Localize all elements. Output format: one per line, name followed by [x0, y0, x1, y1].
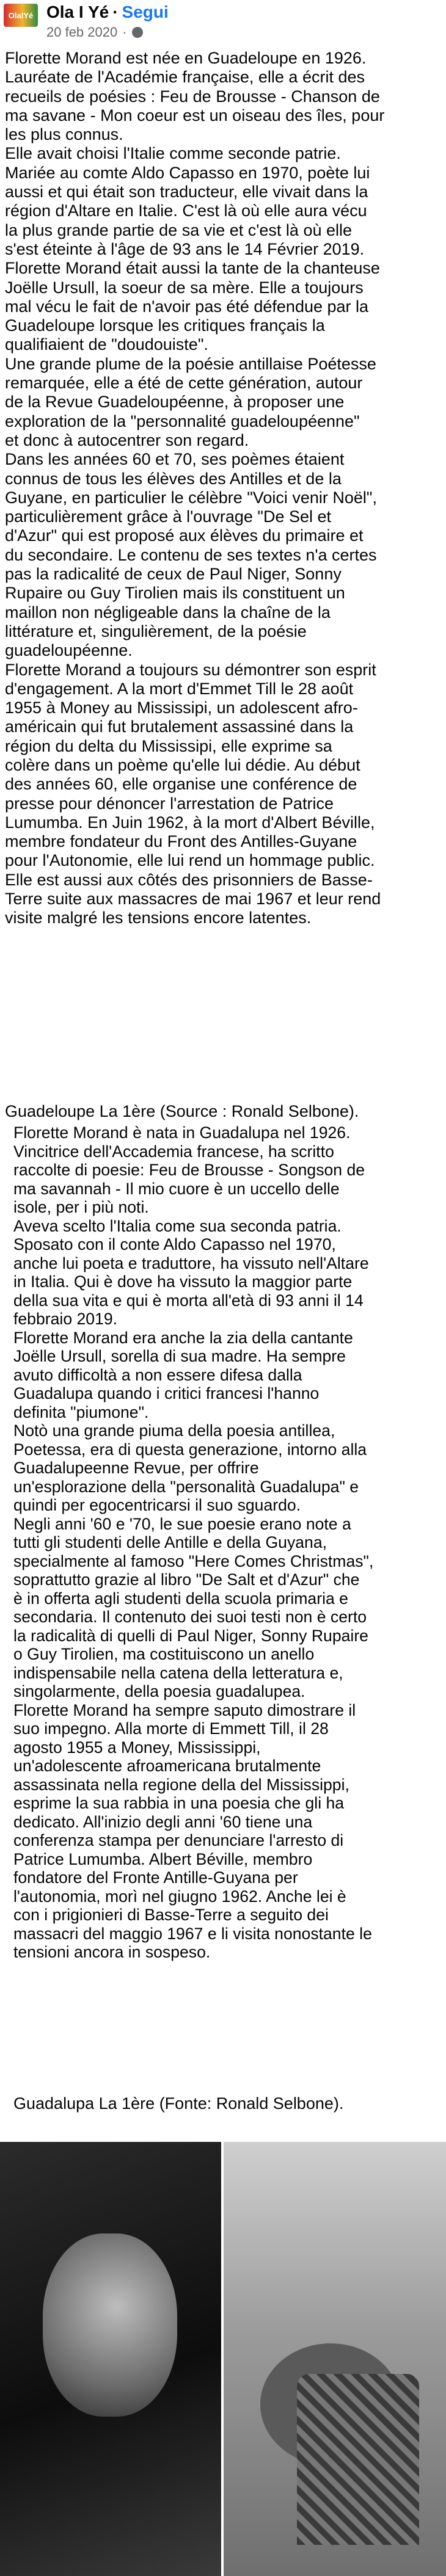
- post-text-french: Florette Morand est née en Guadeloupe en 1926. Lauréate de l'Académie française, elle a écrit des recueils de poésies : Feu de Brousse - Chanson de ma savane - Mon coeur est un oiseau des îles, pour les plus connus. Elle avait choisi l'Italie comme seconde patrie. Mariée au comte Aldo Capasso en 1970, poète lui aussi et qui était son traducteur, elle vivait dans la région d'Altare en Italie. C'est là où elle aura vécu la plus grande partie de sa vie et c'est là où elle s'est éteinte à l'âge de 93 ans le 14 Février 2019. Florette Morand était aussi la tante de la chanteuse Joëlle Ursull, la soeur de sa mère. Elle a toujours mal vécu le fait de n'avoir pas été défendue par la Guadeloupe lorsque les critiques français la qualifiaient de "doudouiste". Une grande plume de la poésie antillaise Poétesse remarquée, elle a été de cette génération, autour de la Revue Guadeloupéenne, à proposer une exploration de la "personnalité guadeloupéenne" et donc à autocentrer son regard. Dans les années 60 et 70, ses poèmes étaient connus de tous les élèves des Antilles et de la Guyane, en particulier le célèbre "Voici venir Noël", particulièrement grâce à l'ouvrage "De Sel et d'Azur" qui est proposé aux élèves du primaire et du secondaire. Le contenu de ses textes n'a certes pas la radicalité de ceux de Paul Niger, Sonny Rupaire ou Guy Tirolien mais ils constituent un maillon non négligeable dans la chaîne de la littérature et, singulièrement, de la poésie guadeloupéenne. Florette Morand a toujours su démontrer son esprit d'engagement. A la mort d'Emmet Till le 28 août 1955 à Money au Mississipi, un adolescent afro- américain qui fut brutalement assassiné dans la région du delta du Mississipi, elle exprime sa colère dans un poème qu'elle lui dédie. Au début des années 60, elle organise une conférence de presse pour dénoncer l'arrestation de Patrice Lumumba. En Juin 1962, à la mort d'Albert Béville, membre fondateur du Front des Antilles-Guyane pour l'Autonomie, elle lui rend un hommage public. Elle est aussi aux côtés des prisonniers de Basse- Terre suite aux massacres de mai 1967 et leur rend visite malgré les tensions encore latentes.: [5, 49, 385, 927]
- post-meta: [46, 24, 143, 40]
- page-avatar[interactable]: [4, 4, 38, 27]
- follow-link[interactable]: Segui: [122, 2, 169, 21]
- photo-guitar[interactable]: [224, 2142, 446, 2576]
- post-header: [0, 0, 446, 38]
- post-source-french: Guadeloupe La 1ère (Source : Ronald Selbone).: [5, 1102, 359, 1120]
- meta-separator: ·: [122, 24, 127, 40]
- photo-grid: [0, 2142, 446, 2576]
- author-name[interactable]: Ola I Yé: [46, 2, 109, 21]
- globe-icon: [132, 27, 143, 38]
- author-separator: ·: [112, 2, 119, 21]
- post-text-italian: Florette Morand è nata in Guadalupa nel 1926. Vincitrice dell'Accademia francese, ha scritto raccolte di poesie: Feu de Brousse - Songson de ma savannah - Il mio cuore è un uccello delle isole, per i più noti. Aveva scelto l'Italia come sua seconda patria. Sposato con il conte Aldo Capasso nel 1970, anche lui poeta e traduttore, ha vissuto nell'Altare in Italia. Qui è dove ha vissuto la maggior parte della sua vita e qui è morta all'età di 93 anni il 14 febbraio 2019. Florette Morand era anche la zia della cantante Joëlle Ursull, sorella di sua madre. Ha sempre avuto difficoltà a non essere difesa dalla Guadalupa quando i critici francesi l'hanno definita "piumone". Notò una grande piuma della poesia antillea, Poetessa, era di questa generazione, intorno alla Guadalupeenne Revue, per offrire un'esplorazione della "personalità Guadalupa" e quindi per egocentricarsi il suo sguardo. Negli anni '60 e '70, le sue poesie erano note a tutti gli studenti delle Antille e della Guyana, specialmente al famoso "Here Comes Christmas", soprattutto grazie al libro "De Salt et d'Azur" che è in offerta agli studenti della scuola primaria e secondaria. Il contenuto dei suoi testi non è certo la radicalità di quelli di Paul Niger, Sonny Rupaire o Guy Tirolien, ma costituiscono un anello indispensabile nella catena della letteratura e, singolarmente, della poesia guadalupea. Florette Morand ha sempre saputo dimostrare il suo impegno. Alla morte di Emmett Till, il 28 agosto 1955 a Money, Mississippi, un'adolescente afroamericana brutalmente assassinata nella regione della del Mississippi, esprime la sua rabbia in una poesia che gli ha dedicato. All'inizio degli anni '60 tiene una conferenza stampa per denunciare l'arresto di Patrice Lumumba. Albert Béville, membro fondatore del Fronte Antille-Guyana per l'autonomia, morì nel giugno 1962. Anche lei è con i prigionieri di Basse-Terre a seguito dei massacri del maggio 1967 e li visita nonostante le tensioni ancora in sospeso.: [13, 1123, 374, 1961]
- portrait-face: [43, 2233, 177, 2417]
- dress-shape: [297, 2374, 419, 2545]
- photo-portrait[interactable]: [0, 2142, 221, 2576]
- author-line: [46, 2, 169, 22]
- avatar-logo-text: OlaIYé: [8, 10, 34, 20]
- post-source-italian: Guadalupa La 1ère (Fonte: Ronald Selbone).: [13, 2094, 344, 2113]
- post-date[interactable]: 20 feb 2020: [46, 24, 118, 40]
